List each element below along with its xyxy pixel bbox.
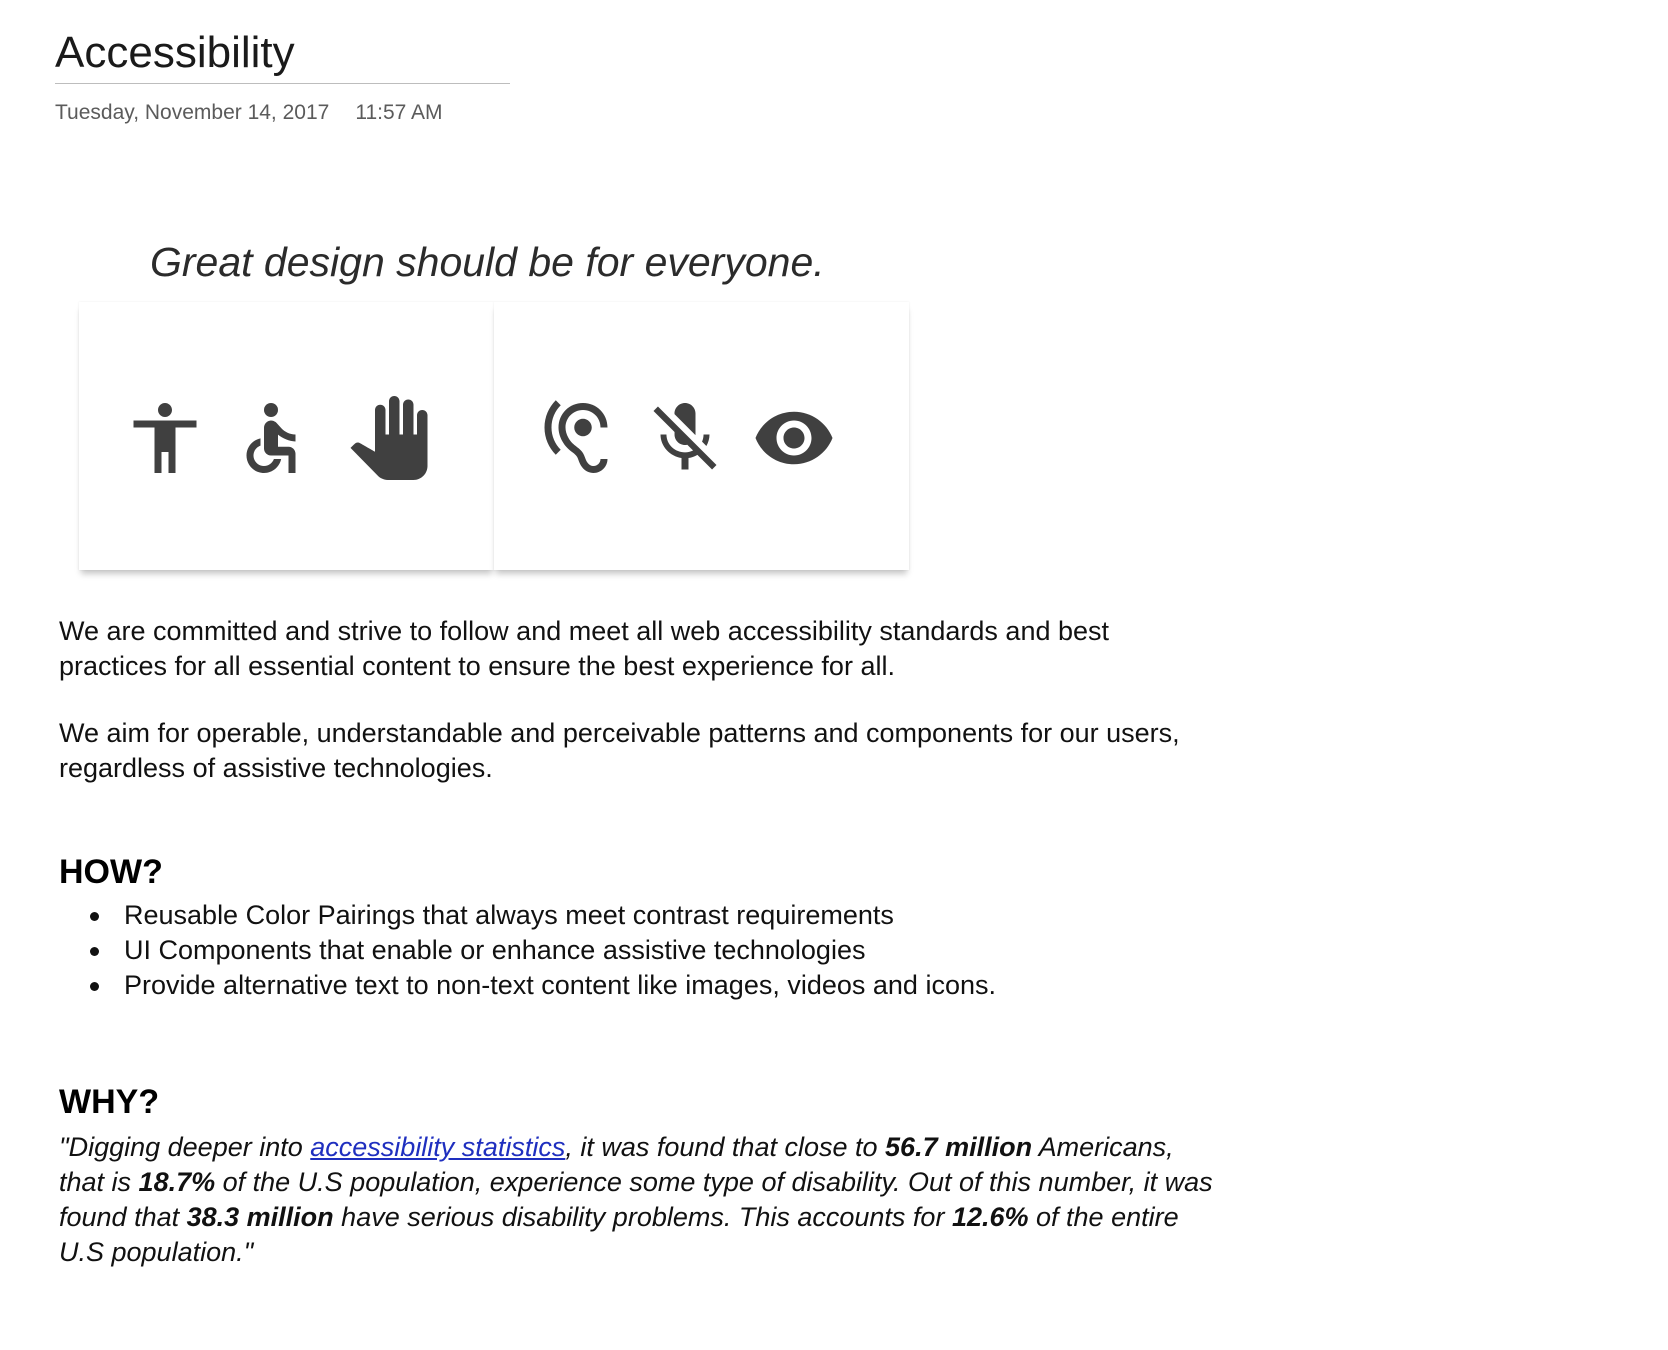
list-item: Provide alternative text to non-text content like images, videos and icons. <box>59 968 996 1003</box>
quote-text: Americans, that is <box>59 1132 1174 1197</box>
why-heading: WHY? <box>59 1083 160 1121</box>
accessibility-person-icon <box>123 396 207 480</box>
page-time: 11:57 AM <box>355 101 443 124</box>
icon-panel-senses <box>494 302 909 570</box>
title-underline <box>55 83 510 84</box>
accessibility-statistics-link[interactable]: accessibility statistics <box>310 1132 566 1162</box>
icon-panel-mobility <box>79 302 494 570</box>
quote-text: have serious disability problems. This accounts for <box>333 1202 952 1232</box>
hearing-icon <box>534 396 618 480</box>
stat-serious-count: 38.3 million <box>186 1202 334 1232</box>
intro-paragraph-commitment: We are committed and strive to follow and meet all web accessibility standards and best practices for all essential content to ensure the best experience for all. <box>59 616 1110 681</box>
why-quote <box>59 1130 1219 1270</box>
how-heading: HOW? <box>59 853 163 891</box>
quote-text: , it was found that close to <box>565 1132 886 1162</box>
stat-americans-count: 56.7 million <box>885 1132 1033 1162</box>
quote-text: of the U.S population, experience some type of disability. Out of this number, it was found that <box>59 1167 1213 1232</box>
how-list <box>59 898 996 1003</box>
eye-icon <box>752 396 836 480</box>
quote-text: "Digging deeper into <box>59 1132 311 1162</box>
quote-text: of the entire U.S population." <box>59 1202 1179 1267</box>
page-date: Tuesday, November 14, 2017 <box>55 101 330 124</box>
stat-population-percent: 18.7% <box>138 1167 216 1197</box>
list-item: UI Components that enable or enhance assistive technologies <box>59 933 996 968</box>
hand-icon <box>347 396 431 480</box>
intro-paragraph-aim: We aim for operable, understandable and perceivable patterns and components for our users, regardless of assistive technologies. <box>59 718 1180 783</box>
page-timestamp <box>55 101 443 125</box>
page-title: Accessibility <box>55 28 295 77</box>
stat-serious-percent: 12.6% <box>951 1202 1029 1232</box>
banner-tagline: Great design should be for everyone. <box>150 239 825 285</box>
wheelchair-icon <box>229 396 313 480</box>
mic-off-icon <box>643 396 727 480</box>
list-item: Reusable Color Pairings that always meet contrast requirements <box>59 898 996 933</box>
